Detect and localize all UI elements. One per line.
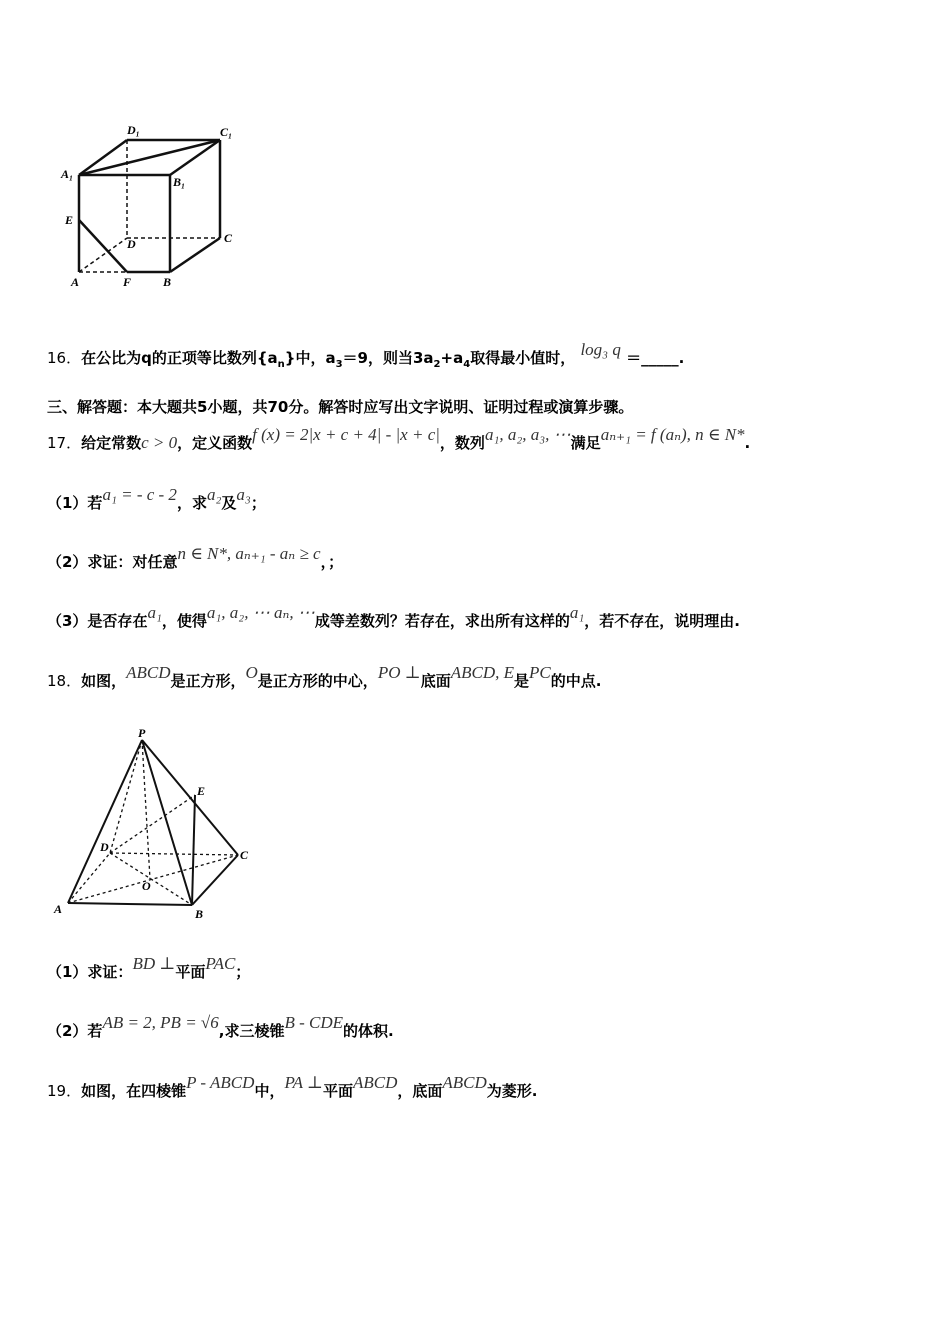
section-3-header: 三、解答题：本大题共5小题，共70分。解答时应写出文字说明、证明过程或演算步骤。 <box>47 398 634 416</box>
question-17-part-1: （1）若a₁ = - c - 2，求a₂及a₃； <box>47 485 266 512</box>
question-17-part-3: （3）是否存在a₁，使得a₁, a₂, ⋯ aₙ, ⋯成等差数列？若存在，求出所有这样的a₁，若不存在，说明理由. <box>47 603 740 630</box>
cube-label-f: F <box>123 275 132 289</box>
cube-label-d1: D₁ <box>127 123 140 137</box>
pyramid-label-c: C <box>240 848 249 862</box>
question-18-part-1: （1）求证：BD ⊥平面PAC； <box>47 954 251 981</box>
question-18: 18．如图，ABCD是正方形，O是正方形的中心，PO ⊥底面ABCD, E是PC的中点. <box>47 663 602 690</box>
question-18-part-2: （2）若AB = 2, PB = √6,求三棱锥B - CDE的体积. <box>47 1013 394 1040</box>
pyramid-label-p: P <box>138 726 146 740</box>
cube-label-d: D <box>127 237 136 251</box>
pyramid-label-b: B <box>195 907 204 920</box>
question-17-part-2: （2）求证：对任意n ∈ N*, aₙ₊₁ - aₙ ≥ c，； <box>47 544 344 571</box>
pyramid-label-a: A <box>54 902 63 916</box>
question-17: 17．给定常数c > 0，定义函数f (x) = 2|x + c + 4| - |x + c|，数列a₁, a₂, a₃, ⋯满足aₙ₊₁ = f (aₙ), n ∈ N*. <box>47 425 751 452</box>
cube-label-b1: B₁ <box>173 175 186 189</box>
pyramid-label-o: O <box>142 879 151 893</box>
cube-label-e: E <box>65 213 74 227</box>
cube-label-a1: A₁ <box>61 167 74 181</box>
cube-label-a: A <box>71 275 80 289</box>
question-19: 19．如图，在四棱锥P - ABCD中，PA ⊥平面ABCD，底面ABCD为菱形. <box>47 1073 538 1100</box>
cube-label-c: C <box>224 231 233 245</box>
pyramid-label-d: D <box>100 840 109 854</box>
cube-label-b: B <box>163 275 172 289</box>
q16-log-expression: log₃ q <box>580 340 621 359</box>
pyramid-label-e: E <box>197 784 206 798</box>
pyramid-figure <box>50 725 260 920</box>
cube-figure <box>55 120 255 295</box>
question-16: 16．在公比为q的正项等比数列$\{a_n\}$中，$a_3=9$，则当$3a_2+a_4$取得最小值时， log₃ q ＝_____. <box>47 340 685 370</box>
cube-label-c1: C₁ <box>220 125 233 139</box>
